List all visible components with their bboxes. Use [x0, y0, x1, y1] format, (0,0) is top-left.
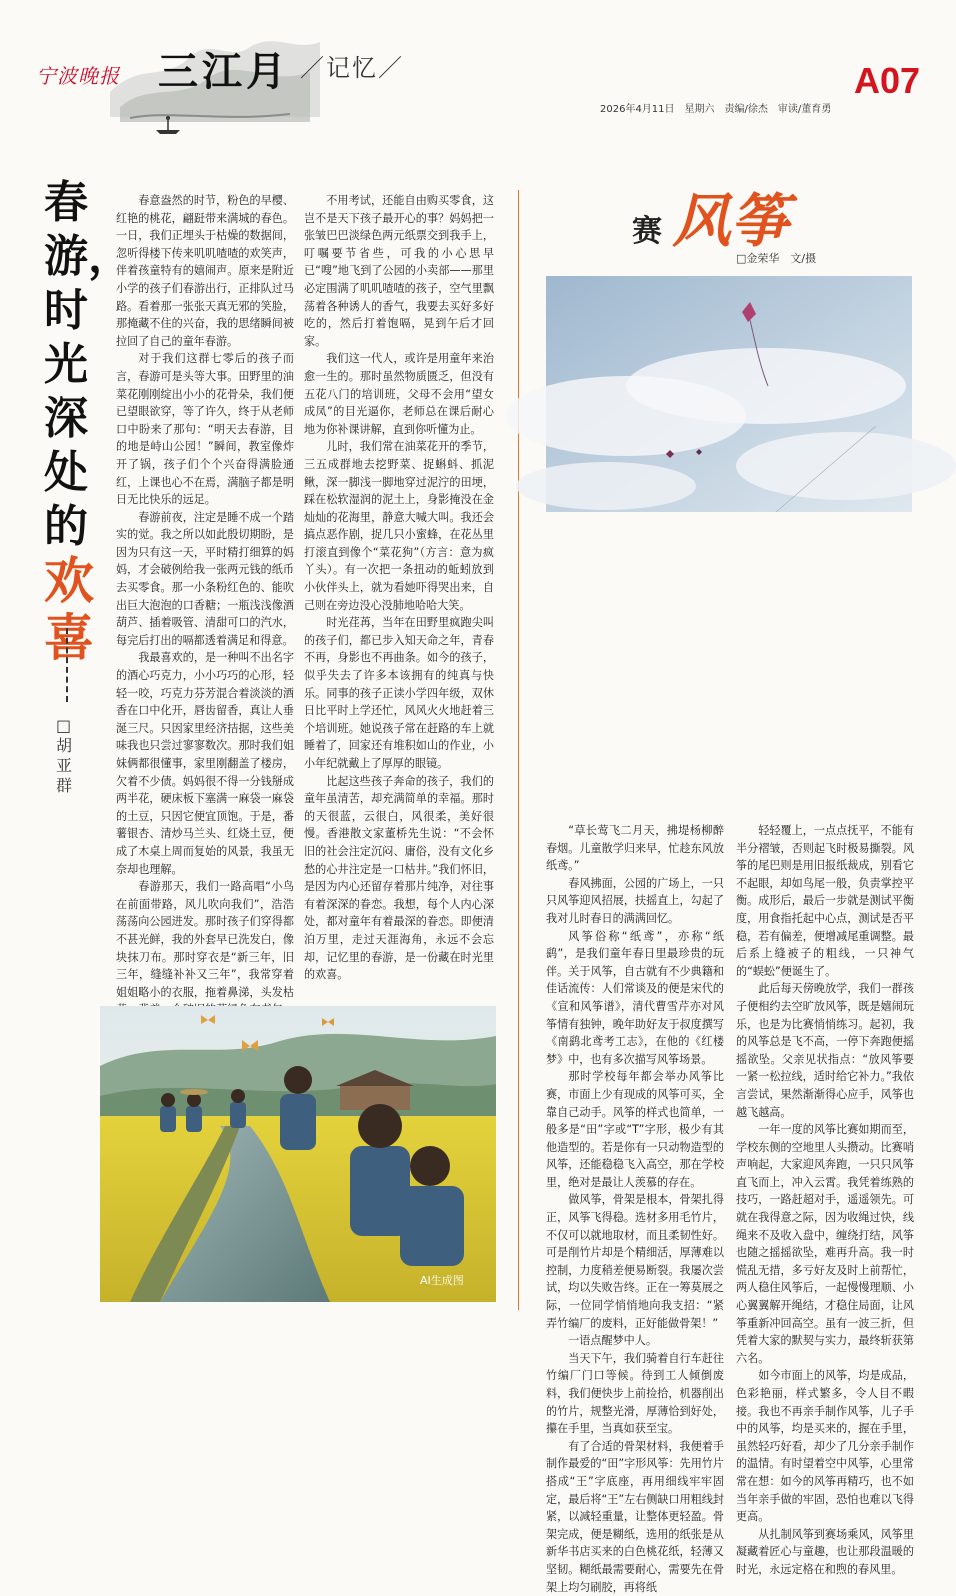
- paragraph: 不用考试，还能自由购买零食，这岂不是天下孩子最开心的事？妈妈把一张皱巴巴淡绿色两元纸票交到我手上，叮嘱要节省些，可我的小心思早已“嗖”地飞到了公园的小卖部——那里必定围满了叽叽喳喳的孩子，空气里飘荡着各种诱人的香气，我要去买好多好吃的，然后打着饱嗝，晃到午后才回家。: [304, 194, 494, 348]
- paragraph: 我最喜欢的，是一种叫不出名字的酒心巧克力，小小巧巧的心形，轻轻一咬，巧克力芬芳混合着淡淡的酒香在口中化开，唇齿留香，真让人垂涎三尺。只因家里经济拮据，这些美味我也只尝过寥寥数次。那时我们姐妹俩都很懂事，家里刚翻盖了楼房，欠着不少债。妈妈很不得一分钱掰成两半花，硬床板下塞满一麻袋一麻袋的土豆，只因它便宜顶饱。于是，番薯银杏、清炒马兰头、红烧土豆，便成了木桌上周而复始的风景，我虽无奈却也理解。: [116, 651, 294, 876]
- issue-meta: 2026年4月11日 星期六 责编/徐杰 审读/董育勇: [600, 104, 832, 115]
- dashed-divider: [66, 628, 68, 702]
- paragraph: 我们这一代人，或许是用童年来治愈一生的。那时虽然物质匮乏，但没有五花八门的培训班，父母不会用“望女成凤”的目光逼你，老师总在课后耐心地为你补课讲解，直到你听懂为止。: [304, 352, 494, 436]
- paragraph: “草长莺飞二月天，拂堤杨柳醉春烟。儿童散学归来早，忙趁东风放纸鸢。”: [546, 824, 724, 873]
- right-column-2: [736, 822, 914, 1576]
- paragraph: 一年一度的风筝比赛如期而至，学校东侧的空地里人头攒动。比赛哨声响起，大家迎风奔跑，一只只风筝直飞而上，冲入云霄。我凭着练熟的技巧，一路赶超对手，遥遥领先。可就在我得意之际，因为收绳过快，线绳来不及收入盘中，缠绕打结，风筝也随之摇摇欲坠，难再升高。我一时慌乱无措，多亏好友及时上前帮忙，两人稳住风筝后，一起慢慢理顺、小心翼翼解开绳结，才稳住局面，让风筝重新冲回高空。虽有一波三折，但凭着大家的默契与实力，最终斩获第六名。: [736, 1123, 914, 1365]
- paragraph: 春风拂面，公园的广场上，一只只风筝迎风招展，扶摇直上，勾起了我对儿时春日的满满回忆。: [546, 876, 724, 925]
- paragraph: 比起这些孩子奔命的孩子，我们的童年虽清苦，却充满简单的幸福。那时的天很蓝，云很白，风很柔，美好很慢。香港散文家董桥先生说：“不会怀旧的社会注定沉闷、庸俗，没有文化乡愁的心井注定是一口枯井。”我们怀旧，是因为内心还留存着那片纯净，对往事有着深深的眷恋。我想，每个人内心深处，都对童年有着最深的眷恋。即便清泊万里，走过天涯海角，永远不会忘却，记忆里的春游，是一份藏在时光里的欢喜。: [304, 774, 494, 982]
- left-column-2: [304, 192, 494, 992]
- left-headline: [44, 176, 132, 668]
- newspaper-logo: 宁波晚报: [36, 64, 120, 88]
- paragraph: 此后每天傍晚放学，我们一群孩子便相约去空旷放风筝，既是嬉闹玩乐，也是为比赛悄悄练习。起初，我的风筝总是飞不高，一停下奔跑便摇摇欲坠。父亲见状指点：“放风筝要一紧一松拉线，适时给它补力。”我依言尝试，果然渐渐得心应手，风筝也越飞越高。: [736, 982, 914, 1119]
- paragraph: 风筝俗称“纸鸢”，亦称“纸鹞”，是我们童年春日里最珍贵的玩伴。关于风筝，自古就有不少典籍和佳话流传：人们常谈及的便是宋代的《宣和风筝谱》，清代曹雪芹亦对风筝情有独钟，晚年助好友于叔度撰写《南鹞北鸢考工志》，在他的《红楼梦》中，也有多次描写风筝场景。: [546, 929, 724, 1066]
- photo-caption: AI生成图: [420, 1274, 464, 1287]
- paragraph: 对于我们这群七零后的孩子而言，春游可是头等大事。田野里的油菜花刚刚绽出小小的花骨朵，我们便已望眼欲穿，等了许久，终于从老师口中盼来了那句：“明天去春游，目的地是峙山公园！”瞬间，教室像炸开了锅，孩子们个个兴奋得满脸通红，上课也心不在焉，满脑子都是明日无比快乐的远足。: [116, 352, 294, 507]
- headline-small: 赛: [632, 214, 662, 249]
- headline-text: 春游，时光深处的: [44, 177, 132, 552]
- paragraph: 一语点醒梦中人。: [568, 1334, 657, 1348]
- right-author: □金荣华 文/摄: [736, 252, 817, 265]
- kite-sky-photo: [546, 276, 912, 512]
- paragraph: 做风筝，骨架是根本，骨架扎得正，风筝飞得稳。选材多用毛竹片，不仅可以就地取材，而且柔韧性好。可是削竹片却是个精细活，厚薄难以控制，力度稍差便易断裂。我屡次尝试，均以失败告终。正在一筹莫展之际，一位同学悄悄地向我支招：“紧弄竹编厂的废料，正好能做骨架！”: [546, 1193, 724, 1330]
- headline-highlight: 欢喜: [44, 551, 94, 667]
- paragraph: 有了合适的骨架材料，我便着手制作最爱的“田”字形风筝：先用竹片搭成“王”字底座，再用细线牢牢固定，最后将“王”左右侧缺口用粗线封紧，以减轻重量，让整体更轻盈。骨架完成，便是糊纸，选用的纸张是从新华书店买来的白色桃花纸，轻薄又坚韧。糊纸最需要耐心，需要先在骨架上均匀刷胶，再将纸: [546, 1439, 724, 1594]
- column-divider: [518, 190, 519, 1310]
- paragraph: 时光荏苒，当年在田野里疯跑尖叫的孩子们，都已步入知天命之年，青春不再，身影也不再曲条。如今的孩子，似乎失去了许多本该拥有的纯真与快乐。同事的孩子正读小学四年级，双休日比平时上学还忙，风风火火地赶着三个培训班。她说孩子常在赶路的车上就睡着了，回家还有堆积如山的作业，小小年纪就戴上了厚厚的眼镜。: [304, 616, 494, 770]
- photo-illustration: [100, 1006, 496, 1302]
- section-subtitle: ／记忆／: [300, 54, 404, 82]
- paragraph: 儿时，我们常在油菜花开的季节，三五成群地去挖野菜、捉蝌蚪、抓泥鳅，深一脚浅一脚地穿过泥泞的田埂，踩在松软湿润的泥土上，身影掩没在金灿灿的花海里，静意大喊大叫。我还会搞点恶作剧，捉几只小蜜蜂，在花丛里打滚直到像个“菜花狗”（方言：意为疯丫头）。有一次把一条扭动的蚯蚓放到小伙伴头上，就为看她吓得哭出来，自己则在旁边没心没肺地哈哈大笑。: [304, 440, 494, 612]
- headline-big: 风筝: [672, 187, 789, 255]
- paragraph: 当天下午，我们骑着自行车赶往竹编厂门口等候。待到工人倾倒废料，我们便快步上前捡拾，机器削出的竹片，规整光滑，厚薄恰到好处，攥在手里，当真如获至宝。: [546, 1351, 724, 1436]
- paragraph: 从扎制风筝到赛场乘风，风筝里凝藏着匠心与童趣，也让那段温暖的时光，永远定格在和煦的春风里。: [736, 1527, 914, 1576]
- paragraph: 那时学校每年都会举办风筝比赛，市面上少有现成的风筝可买，全靠自己动手。风筝的样式也简单，一般多是“田”字或“T”字形，极少有其他造型的。若是你有一只动物造型的风筝，还能稳稳飞入高空，那在学校里，绝对是最让人羡慕的存在。: [546, 1070, 724, 1189]
- spring-outing-photo: [100, 1006, 496, 1302]
- left-column-1: [116, 192, 294, 999]
- left-author: □胡亚群: [56, 716, 73, 795]
- paragraph: 春游那天，我们一路高唱“小鸟在前面带路，风儿吹向我们”，浩浩荡荡向公园进发。那时孩子们穿得都不甚光鲜，我的外套早已洗发白，像块抹刀布。那时穿衣是“新三年，旧三年，缝缝补补又三年”，我常穿着姐姐略小的衣服，拖着鼻涕，头发枯: [116, 880, 294, 999]
- section-title: 三江月: [158, 48, 290, 95]
- paragraph: 如今市面上的风筝，均是成品，色彩艳丽，样式繁多，令人目不暇接。我也不再亲手制作风筝，儿子手中的风筝，均是买来的，握在手里，虽然轻巧好看，却少了几分亲手制作的温情。有时望着空中风筝，心里常常在想：如今的风筝再精巧，也不如当年亲手做的牢固，恐怕也难以飞得更高。: [736, 1369, 914, 1524]
- page-number: A07: [854, 60, 921, 101]
- paragraph: 春意盎然的时节，粉色的早樱、红艳的桃花，翩跹带来满城的春色。一日，我们正埋头于枯燥的数据间，忽听得楼下传来叽叽喳喳的欢笑声，伴着孩童特有的嬉闹声。原来是附近小学的孩子们春游出行，正排队过马路。看着那一张张天真无邪的笑脸，那掩藏不住的兴奋，我的思绪瞬间被拉回了自己的童年春游。: [116, 194, 294, 348]
- paragraph: 春游前夜，注定是睡不成一个踏实的觉。我之所以如此殷切期盼，是因为只有这一天，平时精打细算的妈妈，才会破例给我一张两元钱的纸币去买零食。那一小条粉红色的、能吹出巨大泡泡的口香糖；一瓶浅浅像酒葫芦、插着吸管、清甜可口的汽水，每完后打出的嗝都透着满足和得意。: [116, 510, 294, 647]
- paragraph: 轻轻覆上，一点点抚平，不能有半分褶皱，否则起飞时极易撕裂。风筝的尾巴则是用旧报纸裁成，别看它不起眼，却如鸟尾一般，负责掌控平衡。成形后，最后一步就是测试平衡度，用食指托起中心点，测试是否平稳，若有偏差，便增减尾重调整。最后系上缝被子的粗线，一只神气的“蜈蚣”便诞生了。: [736, 824, 914, 978]
- right-headline: [632, 174, 788, 258]
- kite-photo-illustration: [546, 276, 912, 512]
- right-column-1: [546, 822, 724, 1594]
